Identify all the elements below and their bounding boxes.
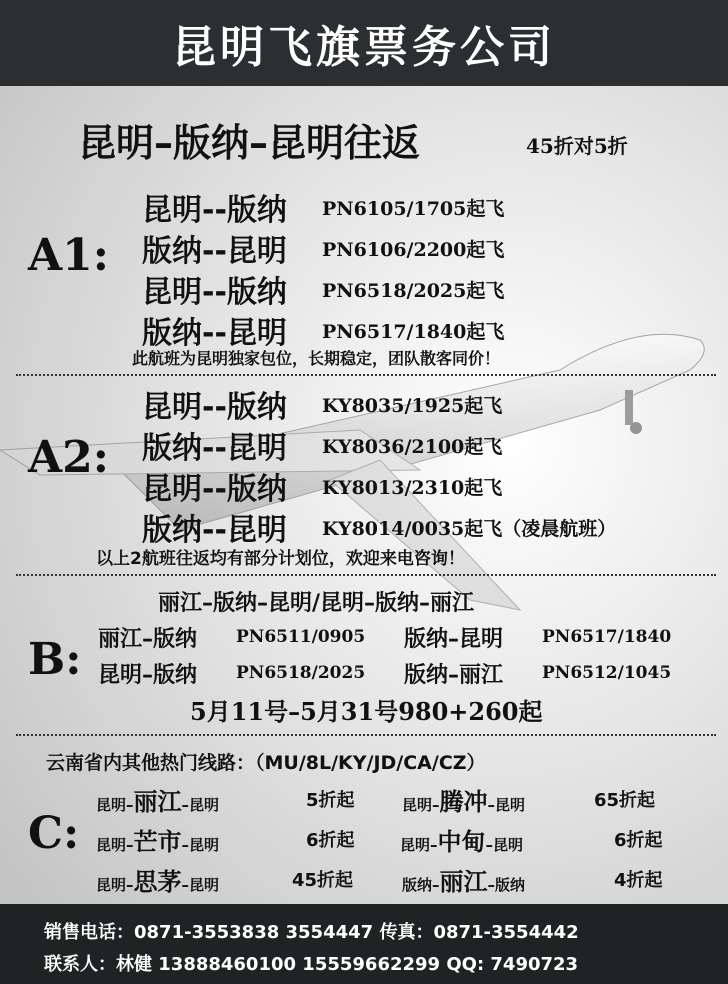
a2-route-1: 昆明--版纳 — [142, 390, 287, 425]
c-item-4: 昆明–中甸–昆明 — [400, 827, 524, 856]
a2-note: 以上2航班往返均有部分计划位，欢迎来电咨询！ — [96, 549, 465, 569]
a2-route-3: 昆明--版纳 — [142, 472, 287, 507]
section-a2-label: A2: — [28, 432, 109, 483]
a1-flight-1: PN6105/1705起飞 — [322, 198, 505, 220]
a2-route-2: 版纳--昆明 — [142, 431, 287, 466]
b-line2-a-flight: PN6518/2025 — [236, 663, 366, 683]
b-line1-a-route: 丽江–版纳 — [98, 627, 198, 652]
route-title: 昆明–版纳–昆明往返 — [78, 121, 421, 165]
a2-flight-2: KY8036/2100起飞 — [322, 436, 503, 458]
a2-flight-3: KY8013/2310起飞 — [322, 477, 503, 499]
c-price-2: 65折起 — [594, 790, 656, 811]
section-b-label: B: — [28, 634, 82, 685]
a1-note: 此航班为昆明独家包位，长期稳定，团队散客同价！ — [132, 349, 501, 368]
b-line2-b-flight: PN6512/1045 — [542, 663, 672, 683]
c-item-5: 昆明–思茅–昆明 — [96, 867, 220, 896]
b-line1-b-route: 版纳–昆明 — [404, 627, 504, 652]
c-item-1: 昆明–丽江–昆明 — [96, 787, 220, 816]
c-price-5: 45折起 — [292, 870, 354, 891]
divider — [16, 574, 716, 576]
a2-flight-4: KY8014/0035起飞（凌晨航班） — [322, 518, 617, 540]
c-price-6: 4折起 — [614, 870, 663, 891]
divider — [16, 734, 716, 736]
divider — [16, 374, 716, 376]
c-item-6: 版纳–丽江–版纳 — [402, 867, 526, 896]
contact-footer — [0, 904, 728, 984]
section-a1-label: A1: — [28, 230, 109, 281]
company-header: 昆明飞旗票务公司 — [0, 0, 728, 86]
c-price-1: 5折起 — [306, 790, 355, 811]
c-item-2: 昆明–腾冲–昆明 — [402, 787, 526, 816]
section-c-heading: 云南省内其他热门线路：（MU/8L/KY/JD/CA/CZ） — [46, 752, 486, 774]
a1-route-3: 昆明--版纳 — [142, 275, 287, 310]
a1-route-2: 版纳--昆明 — [142, 234, 287, 269]
c-price-4: 6折起 — [614, 830, 663, 851]
a1-flight-2: PN6106/2200起飞 — [322, 239, 505, 261]
b-line1-b-flight: PN6517/1840 — [542, 627, 672, 647]
sales-phone-line: 销售电话：0871-3553838 3554447 传真：0871-3554442 — [44, 922, 579, 943]
c-item-3: 昆明–芒市–昆明 — [96, 827, 220, 856]
b-line2-a-route: 昆明–版纳 — [98, 663, 198, 688]
discount-tag: 45折对5折 — [526, 134, 628, 158]
b-line1-a-flight: PN6511/0905 — [236, 627, 366, 647]
b-line2-b-route: 版纳–丽江 — [404, 663, 504, 688]
a1-route-4: 版纳--昆明 — [142, 316, 287, 351]
section-c-label: C: — [28, 808, 80, 859]
contact-person-line: 联系人：林健 13888460100 15559662299 QQ: 7490723 — [44, 954, 579, 975]
a1-flight-4: PN6517/1840起飞 — [322, 321, 505, 343]
section-b-heading: 丽江–版纳–昆明/昆明–版纳–丽江 — [158, 591, 475, 616]
a2-flight-1: KY8035/1925起飞 — [322, 395, 503, 417]
a2-route-4: 版纳--昆明 — [142, 513, 287, 548]
c-price-3: 6折起 — [306, 830, 355, 851]
a1-route-1: 昆明--版纳 — [142, 193, 287, 228]
b-price: 5月11号–5月31号980+260起 — [190, 697, 543, 726]
a1-flight-3: PN6518/2025起飞 — [322, 280, 505, 302]
